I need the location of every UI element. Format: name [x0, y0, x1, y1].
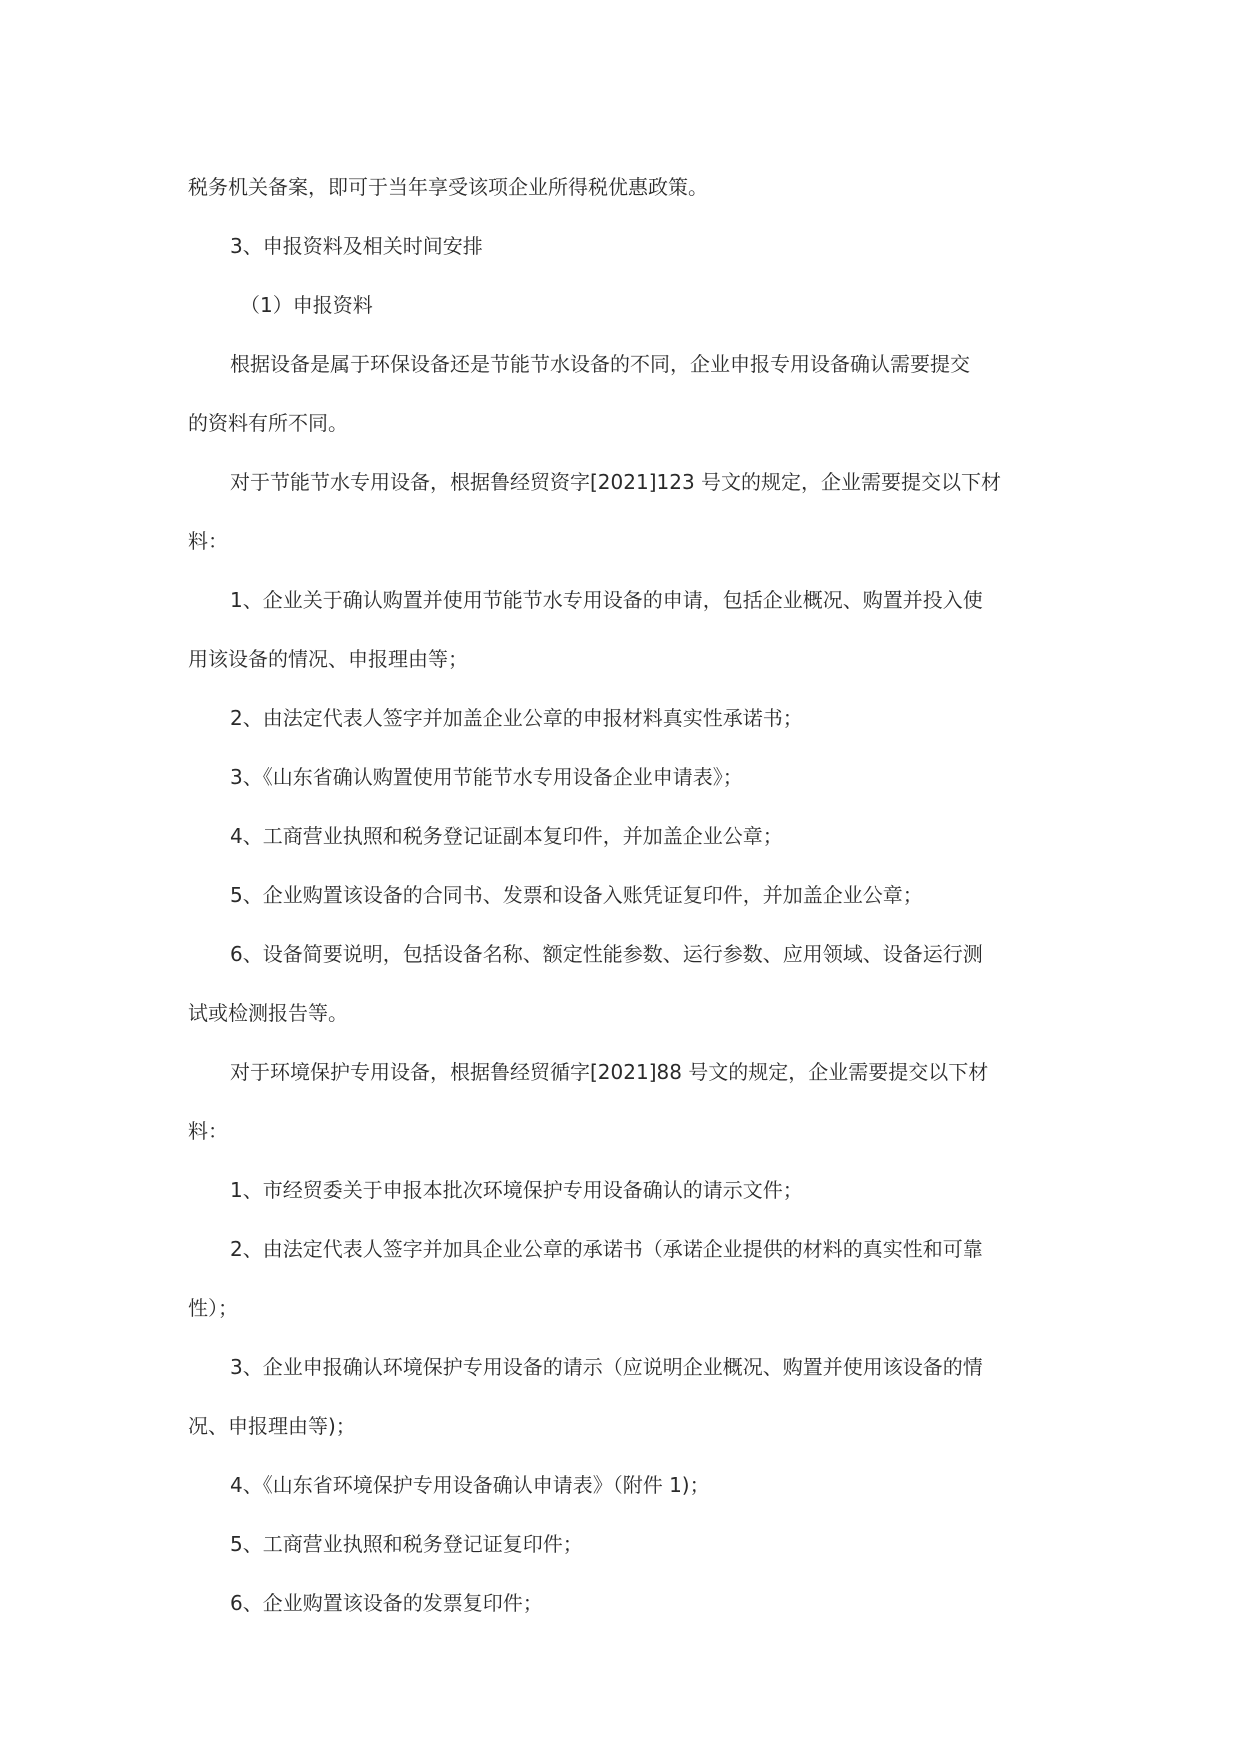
paragraph-line: 税务机关备案，即可于当年享受该项企业所得税优惠政策。 — [188, 175, 708, 199]
list-item: 2、由法定代表人签字并加具企业公章的承诺书（承诺企业提供的材料的真实性和可靠 — [230, 1237, 983, 1261]
subsection-heading: （1）申报资料 — [240, 293, 373, 317]
list-item: 5、工商营业执照和税务登记证复印件； — [230, 1532, 583, 1556]
section-heading: 3、申报资料及相关时间安排 — [230, 234, 483, 258]
list-item: 4、工商营业执照和税务登记证副本复印件，并加盖企业公章； — [230, 824, 783, 848]
list-item: 6、企业购置该设备的发票复印件； — [230, 1591, 543, 1615]
paragraph-line: 料： — [188, 1119, 228, 1143]
list-item: 5、企业购置该设备的合同书、发票和设备入账凭证复印件，并加盖企业公章； — [230, 883, 923, 907]
paragraph-line: 料： — [188, 529, 228, 553]
list-item: 1、企业关于确认购置并使用节能节水专用设备的申请，包括企业概况、购置并投入使 — [230, 588, 983, 612]
list-item: 1、市经贸委关于申报本批次环境保护专用设备确认的请示文件； — [230, 1178, 803, 1202]
paragraph-line: 对于节能节水专用设备，根据鲁经贸资字[2021]123 号文的规定，企业需要提交以下材 — [230, 470, 1002, 494]
list-item-continuation: 试或检测报告等。 — [188, 1001, 348, 1025]
paragraph-line: 的资料有所不同。 — [188, 411, 348, 435]
list-item: 3、《山东省确认购置使用节能节水专用设备企业申请表》； — [230, 765, 743, 789]
paragraph-line: 根据设备是属于环保设备还是节能节水设备的不同，企业申报专用设备确认需要提交 — [230, 352, 970, 376]
list-item-continuation: 用该设备的情况、申报理由等； — [188, 647, 468, 671]
list-item: 2、由法定代表人签字并加盖企业公章的申报材料真实性承诺书； — [230, 706, 803, 730]
list-item: 3、企业申报确认环境保护专用设备的请示（应说明企业概况、购置并使用该设备的情 — [230, 1355, 983, 1379]
list-item: 6、设备简要说明，包括设备名称、额定性能参数、运行参数、应用领域、设备运行测 — [230, 942, 983, 966]
list-item-continuation: 性）； — [188, 1296, 238, 1320]
paragraph-line: 对于环境保护专用设备，根据鲁经贸循字[2021]88 号文的规定，企业需要提交以下材 — [230, 1060, 989, 1084]
document-body — [188, 158, 1058, 1633]
list-item-continuation: 况、申报理由等)； — [188, 1414, 356, 1438]
list-item: 4、《山东省环境保护专用设备确认申请表》（附件 1)； — [230, 1473, 710, 1497]
